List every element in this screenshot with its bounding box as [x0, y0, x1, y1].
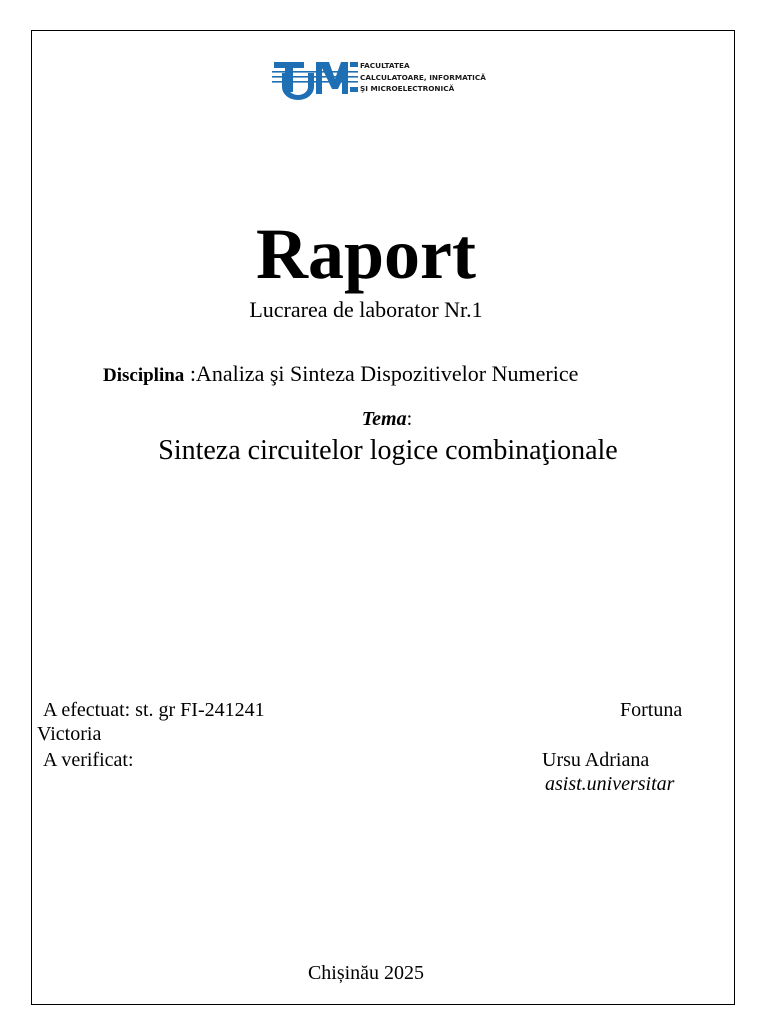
faculty-name-line-3: ŞI MICROELECTRONICĂ [360, 84, 455, 93]
verified-by-label: A verificat: [43, 749, 134, 771]
student-name-second: Victoria [37, 723, 102, 745]
performed-by-label: A efectuat: st. gr FI-241241 [43, 699, 265, 721]
faculty-name [360, 60, 486, 95]
discipline-value: :Analiza şi Sinteza Dispozitivelor Numerice [189, 361, 579, 386]
discipline-line [103, 361, 578, 389]
page-border [31, 30, 735, 1005]
student-name-first: Fortuna [620, 699, 683, 721]
theme-title: Sinteza circuitelor logice combinaţionale [158, 435, 618, 466]
theme-label: Tema [361, 408, 407, 430]
city-year-footer: Chișinău 2025 [307, 962, 425, 984]
faculty-name-line-2: CALCULATOARE, INFORMATICĂ [360, 72, 486, 82]
lab-work-subtitle: Lucrarea de laborator Nr.1 [249, 297, 483, 322]
faculty-logo [272, 59, 502, 103]
theme-colon: : [406, 408, 413, 430]
verifier-position: asist.universitar [545, 773, 675, 795]
verifier-name: Ursu Adriana [542, 749, 650, 771]
report-title: Raport [256, 214, 476, 294]
theme-heading [0, 407, 768, 431]
faculty-name-line-1: FACULTATEA [360, 61, 410, 70]
discipline-label: Disciplina [103, 365, 185, 386]
utm-logo-mark-icon [272, 59, 358, 103]
